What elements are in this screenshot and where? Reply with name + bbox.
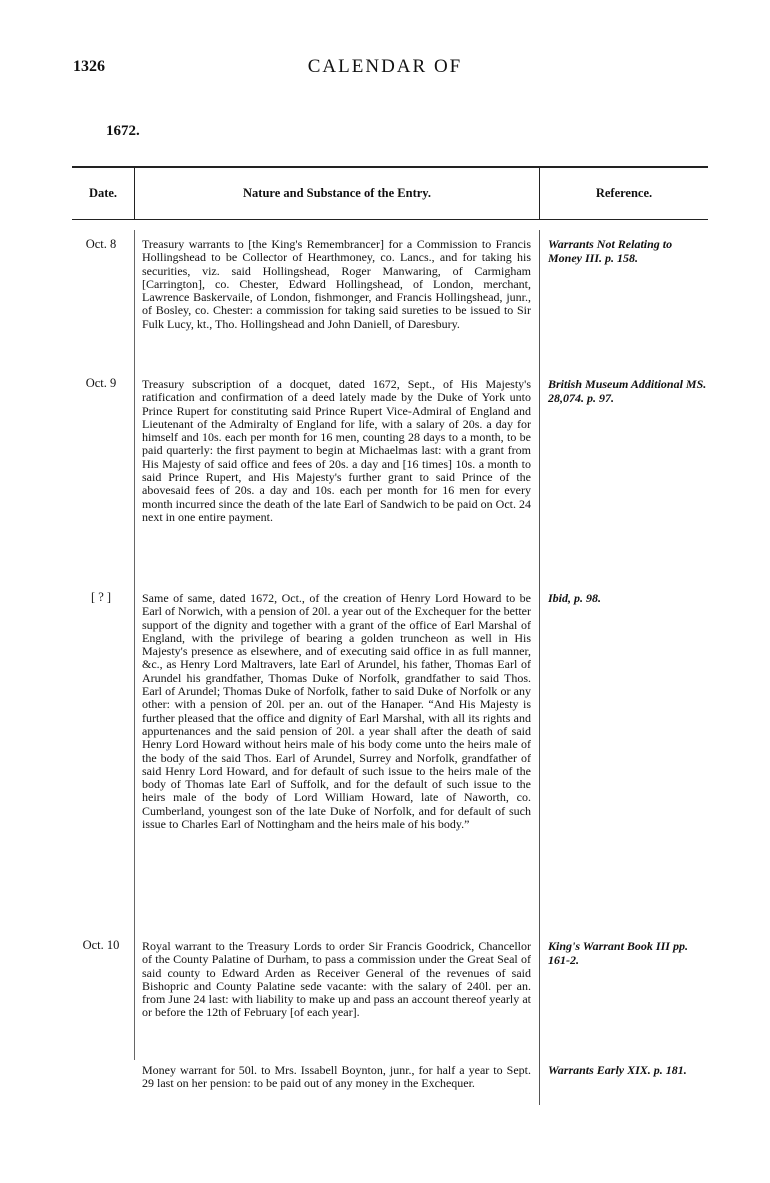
table-header-rule	[72, 219, 708, 220]
entry-text: Treasury warrants to [the King's Remembrancer] for a Commission to Francis Hollingshead to be Collector of Hearthmoney, co. Lancs., and for taking his securities, viz. said Hollingshead, Roger Manwaring, of Carmigham [Carrington], co. Chester, Edward Hollingshead, of London, merchant, Lawrence Baskervaile, of London, fishmonger, and Francis Hollingshead, junr., of Bosley, co. Chester: a commission for taking said sureties to be issued to Sir Fulk Lucy, kt., Tho. Hollingshead and John Daniell, of Daresbury.	[142, 237, 531, 331]
entry-reference: Ibid, p. 98.	[548, 591, 602, 605]
page-number: 1326	[73, 58, 105, 75]
entry-text: Money warrant for 50l. to Mrs. Issabell Boynton, junr., for half a year to Sept. 29 last on her pension: to be paid out of any money in the Exchequer.	[142, 1063, 531, 1091]
entry-text: Royal warrant to the Treasury Lords to order Sir Francis Goodrick, Chancellor of the County Palatine of Durham, to pass a commission under the Great Seal of said county to Edward Arden as Receiver General of the revenues of said Bishopric and County Palatine sede vacante: with the salary of 240l. per an. from June 24 last: with liability to make up and pass an account thereof yearly at or before the 12th of February [of each year].	[142, 939, 531, 1020]
header-date: Date.	[88, 186, 118, 200]
entry-date: Oct. 8	[85, 237, 117, 251]
column-divider-reference-body	[539, 230, 540, 1105]
header-reference: Reference.	[595, 186, 653, 200]
year-heading: 1672.	[106, 123, 140, 139]
entry-date: Oct. 9	[85, 376, 117, 390]
entry-text: Treasury subscription of a docquet, dated 1672, Sept., of His Majesty's ratification and confirmation of a deed lately made by the Duke of York unto Prince Rupert for constituting said Prince Rupert Vice-Admiral of England and Lieutenant of the Admiralty of England for life, with a salary of 20s. a day for himself and 10s. each per month for 16 men, counting 28 days to a month, to be paid quarterly: the first payment to begin at Michaelmas last: with a grant from His Majesty of said office and fees of 20s. a day and [16 times] 10s. a month to said Prince Rupert, and His Majesty's further grant to said Prince of the abovesaid fees of 20s. a day and 10s. each per month for 16 men for every month incurred since the death of the late Earl of Sandwich to be paid on Oct. 24 next in one entire payment.	[142, 377, 531, 524]
entry-reference: Warrants Not Relating to Money III. p. 158.	[548, 237, 673, 265]
running-head: CALENDAR OF	[307, 56, 463, 77]
entry-text: Same of same, dated 1672, Oct., of the creation of Henry Lord Howard to be Earl of Norwich, with a pension of 20l. a year out of the Exchequer for the better support of the dignity and together with a grant of the office of Earl Marshal of England, with the privilege of bearing a golden truncheon as well in His Majesty's presence as elsewhere, and of executing said office in as full manner, &c., as Henry Lord Maltravers, late Earl of Arundel, his father, Thomas Earl of Arundel his grandfather, Thomas Duke of Norfolk, grandfather to said Thos. Earl of Arundel; Thomas Duke of Norfolk, father to said Duke of Norfolk or any other: with a pension of 20l. per an. out of the Hanaper. “And His Majesty is further pleased that the office and dignity of Earl Marshal, with all its rights and appurtenances and the said pension of 20l. a year shall after the death of said Henry Lord Howard without heirs male of his body come unto the heirs male of the body of the said Thos. Earl of Arundel, Surrey and Norfolk, grandfather of said Henry Lord Howard, and for default of such issue to the heirs male of the body of Thomas late Earl of Suffolk, and for the default of such issue to the heirs male of the body of Lord William Howard, late of Naworth, co. Cumberland, youngest son of the late Duke of Norfolk, and for default of such issue to Charles Earl of Nottingham and the heirs male of his body.”	[142, 591, 531, 832]
entry-date: Oct. 10	[82, 938, 120, 952]
entry-reference: British Museum Additional MS. 28,074. p. 97.	[548, 377, 707, 405]
column-divider-date-body	[134, 230, 135, 1060]
header-nature: Nature and Substance of the Entry.	[243, 186, 431, 200]
entry-reference: Warrants Early XIX. p. 181.	[548, 1063, 687, 1077]
table-top-rule	[72, 166, 708, 168]
entry-reference: King's Warrant Book III pp. 161-2.	[548, 939, 688, 967]
entry-date: [ ? ]	[90, 590, 112, 604]
